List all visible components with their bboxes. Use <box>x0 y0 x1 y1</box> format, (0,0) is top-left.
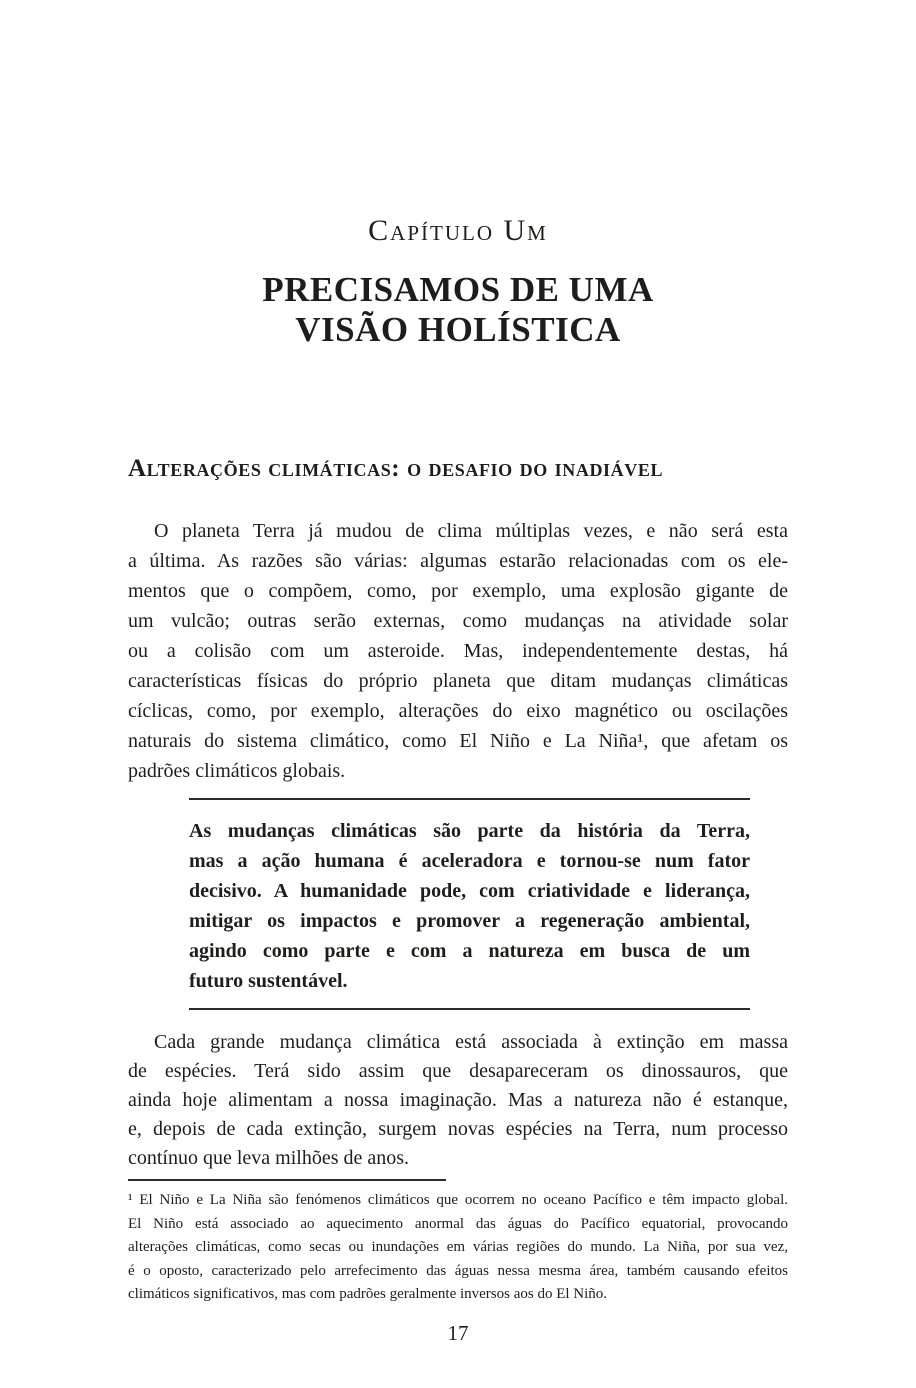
section-heading: Alterações climáticas: o desafio do inadiável <box>128 455 664 482</box>
footnote-separator-rule <box>128 1179 446 1181</box>
paragraph-1: O planeta Terra já mudou de clima múltiplas vezes, e não será esta a última. As razões são várias: algumas estarão relacionadas com os ele- mentos que o compõem, como, por exemplo, uma explosão gigante de um vulcão; outras serão externas, como mudanças na atividade solar ou a colisão com um asteroide. Mas, independentemente destas, há características físicas do próprio planeta que ditam mudanças climáticas cíclicas, como, por exemplo, alterações do eixo magnético ou oscilações naturais do sistema climático, como El Niño e La Niña¹, que afetam os padrões climáticos globais. <box>128 520 788 782</box>
chapter-title-line-2: VISÃO HOLÍSTICA <box>295 310 621 349</box>
chapter-kicker: Capítulo Um <box>368 214 548 247</box>
pull-quote-bottom-rule <box>189 1008 750 1010</box>
pull-quote-text: As mudanças climáticas são parte da história da Terra, mas a ação humana é aceleradora e tornou-se num fator decisivo. A humanidade pode, com criatividade e liderança, mitigar os impactos e promover a regeneração ambiental, agindo como parte e com a natureza em busca de um futuro sustentável. <box>189 820 750 992</box>
pull-quote <box>189 798 750 1010</box>
page-number: 17 <box>447 1321 469 1345</box>
paragraph-2: Cada grande mudança climática está associada à extinção em massa de espécies. Terá sido assim que desapareceram os dinossauros, que ainda hoje alimentam a nossa imaginação. Mas a natureza não é estanque, e, depois de cada extinção, surgem novas espécies na Terra, num processo contínuo que leva milhões de anos. <box>128 1031 788 1169</box>
chapter-title-line-1: PRECISAMOS DE UMA <box>262 270 654 309</box>
chapter-title <box>128 270 788 350</box>
footnote: ¹ El Niño e La Niña são fenómenos climáticos que ocorrem no oceano Pacífico e têm impacto global. El Niño está associado ao aquecimento anormal das águas do Pacífico equatorial, provocando alterações climáticas, como secas ou inundações em várias regiões do mundo. La Niña, por sua vez, é o oposto, caracterizado pelo arrefecimento das águas nessa mesma área, também causando efeitos climáticos significativos, mas com padrões geralmente inversos aos do El Niño. <box>128 1192 788 1302</box>
